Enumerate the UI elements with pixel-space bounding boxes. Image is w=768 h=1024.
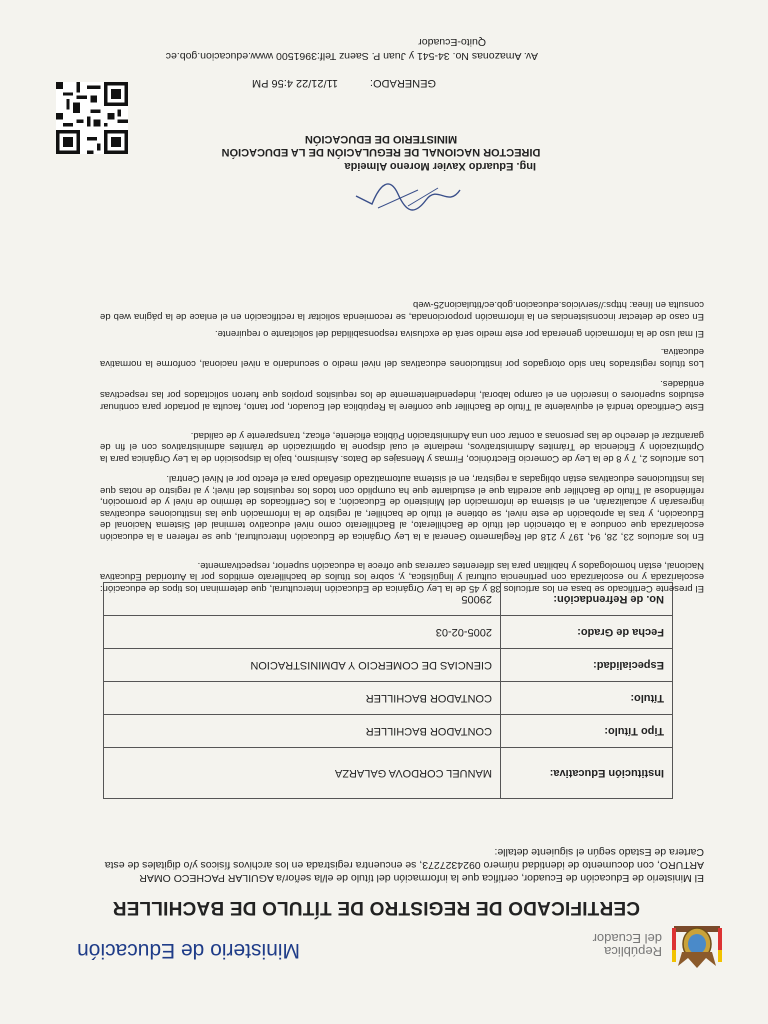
row-value: 29005 (104, 583, 501, 616)
row-label: Especialidad: (501, 649, 673, 682)
table-row (104, 649, 673, 682)
row-label: Institución Educativa: (501, 748, 673, 799)
row-value: MANUEL CORDOVA GALARZA (104, 748, 501, 799)
qr-code-icon (56, 82, 128, 154)
table-row (104, 748, 673, 799)
row-label: Título: (501, 682, 673, 715)
handwritten-signature (348, 178, 468, 218)
legal-paragraph-6: El mal uso de la información generada por este medio será de exclusiva responsabilidad del solicitante o requirente. (214, 328, 704, 339)
certificate-title: CERTIFICADO DE REGISTRO DE TÍTULO DE BACHILLER (112, 897, 640, 918)
row-label: Fecha de Grado: (501, 616, 673, 649)
generated-label: GENERADO: (369, 77, 436, 89)
row-label: Tipo Título: (501, 715, 673, 748)
legal-paragraph-7: En caso de detectar inconsistencias en la información proporcionada, se recomienda solicitar la rectificación en el enlace de la página web de consulta en línea: https://servicios.educacion.gob.ec/titulacion25-web (100, 299, 704, 322)
header-logo (488, 912, 728, 972)
footer-address: Av. Amazonas No. 34-541 y Juan P. Saenz Telf:3961500 www.educacion.gob.ec (165, 50, 538, 62)
signatory-role-line2: MINISTERIO DE EDUCACIÓN (304, 133, 458, 145)
row-value: 2005-02-03 (104, 616, 501, 649)
footer-city: Quito-Ecuador (418, 36, 486, 48)
signatory-role (216, 132, 546, 158)
row-value: CIENCIAS DE COMERCIO Y ADMINISTRACION (104, 649, 501, 682)
generated-timestamp: 11/21/22 4:56 PM (251, 77, 338, 89)
signatory-role-line1: DIRECTOR NACIONAL DE REGULACIÓN DE LA EDUCACIÓN (221, 146, 541, 158)
row-value: CONTADOR BACHILLER (104, 715, 501, 748)
title-details-table (103, 582, 673, 799)
ministry-name: Ministerio de Educación (77, 939, 300, 962)
republic-line1: República (604, 944, 662, 959)
legal-paragraph-2: En los artículos 23, 28, 94, 197 y 218 del Reglamento General a la Ley Orgánica de Educación Intercultural, que se refieren a la educación escolarizada que conduce a la obtención del título de Bachillerato, al Bachillerato como nivel educativo terminal del Sistema Nacional de Educación, y tras la aprobación de este nivel, se obtiene el título de bachiller, al registro de la información que las instituciones educativas ingresarán y actualizarán, en el sistema de información del Ministerio de Educación; a los Certificados de término de nivel y de promoción, refiriéndose al Título de Bachiller que acredita que el estudiante que ha cumplido con todos los requisitos del nivel; y al registro de notas que las instituciones educativas están obligadas a registrar, en el sistema automatizado diseñado para el efecto por el Nivel Central. (100, 473, 704, 542)
intro-paragraph: El Ministerio de Educación de Ecuador, certifica que la información del título de el/la señor/a AGUILAR PACHECO OMAR ARTURO, con documento de identidad número 0924327273, se encuentra registrada en los archivos físicos y/o digitales de esta Cartera de Estado según el siguiente detalle: (104, 846, 704, 884)
signatory-name: Ing. Eduardo Xavier Moreno Almeida (344, 160, 536, 172)
table-row (104, 616, 673, 649)
table-row (104, 715, 673, 748)
row-value: CONTADOR BACHILLER (104, 682, 501, 715)
row-label: No. de Refrendación: (501, 583, 673, 616)
legal-paragraph-5: Los títulos registrados han sido otorgados por instituciones educativas del nivel medio o secundario a nivel nacional, conforme la normativa educativa. (100, 346, 704, 369)
legal-paragraph-4: Este Certificado tendrá el equivalente al Título de Bachiller que confiere la República del Ecuador, por tanto, faculta al portador para continuar estudios superiores o inserción en el campo laboral, independientemente de los requisitos propios que fueron solicitados por las respectivas entidades. (100, 378, 704, 412)
table-row (104, 682, 673, 715)
coat-of-arms-icon (666, 912, 728, 972)
republic-line2: del Ecuador (592, 931, 662, 946)
legal-paragraph-3: Los artículos 2, 7 y 8 de la Ley de Comercio Electrónico, Firmas y Mensajes de Datos. Asimismo, bajo la disposición de la Ley Orgánica para la Optimización y Eficiencia de Trámites Administrativos, mediante el cual dispone la optimización de trámites administrativos con el fin de garantizar el derecho de las personas a contar con una Administración Pública eficiente, eficaz, transparente y de calidad. (100, 430, 704, 464)
legal-paragraph-1: El presente Certificado se basa en los artículos 38 y 45 de la Ley Orgánica de Educación Intercultural, que determinan los tipos de educación: escolarizada y no escolarizada con pertinencia cultural y lingüística, y, sobre los títulos de bachillerato emitidos por la Autoridad Educativa Nacional, están homologados y habilitan para las diferentes carreras que ofrece la educación superior, respectivamente. (100, 560, 704, 594)
